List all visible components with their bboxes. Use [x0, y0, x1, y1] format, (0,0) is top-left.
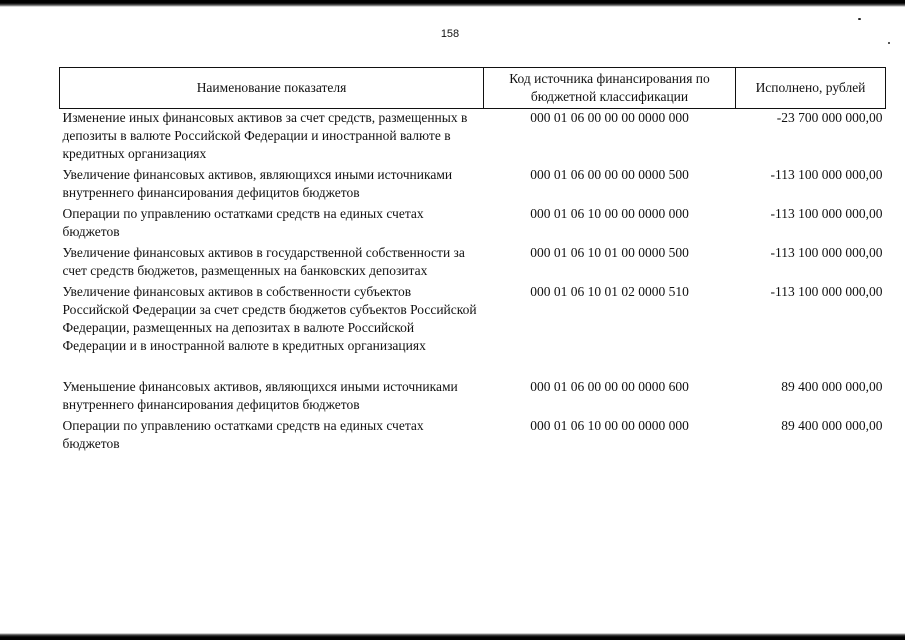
- column-header-code: Код источника финансирования по бюджетной классификации: [484, 68, 736, 109]
- table-spacer: [60, 358, 886, 378]
- scan-border-bottom: [0, 633, 905, 640]
- executed-amount: -113 100 000 000,00: [770, 284, 883, 299]
- classification-code: 000 01 06 10 00 00 0000 000: [530, 418, 689, 433]
- indicator-name: Операции по управлению остатками средств на единых счетах бюджетов: [62, 418, 424, 451]
- classification-code: 000 01 06 10 00 00 0000 000: [530, 206, 689, 221]
- classification-code: 000 01 06 10 01 00 0000 500: [530, 245, 689, 260]
- table-row: [60, 378, 886, 417]
- report-table: [59, 67, 886, 456]
- scan-speck: [888, 42, 890, 44]
- table-row: [60, 417, 886, 456]
- executed-amount: 89 400 000 000,00: [781, 379, 883, 394]
- indicator-name: Уменьшение финансовых активов, являющихся иными источниками внутреннего финансирования дефицитов бюджетов: [62, 379, 458, 412]
- indicator-name: Увеличение финансовых активов в государственной собственности за счет средств бюджетов, размещенных на банковских депозитах: [62, 245, 465, 278]
- page-number: 158: [440, 28, 460, 40]
- table-row: [60, 283, 886, 358]
- column-header-amount: Исполнено, рублей: [736, 68, 886, 109]
- table-row: [60, 244, 886, 283]
- scan-border-top: [0, 0, 905, 7]
- table-row: [60, 205, 886, 244]
- executed-amount: -113 100 000 000,00: [770, 245, 883, 260]
- table-header-row: [60, 68, 886, 109]
- classification-code: 000 01 06 00 00 00 0000 600: [530, 379, 689, 394]
- executed-amount: -23 700 000 000,00: [776, 110, 883, 125]
- column-header-name: Наименование показателя: [60, 68, 484, 109]
- scan-speck: [858, 18, 861, 20]
- classification-code: 000 01 06 00 00 00 0000 000: [530, 110, 689, 125]
- indicator-name: Операции по управлению остатками средств на единых счетах бюджетов: [62, 206, 424, 239]
- indicator-name: Увеличение финансовых активов в собственности субъектов Российской Федерации за счет средств бюджетов субъектов Российской Федерации, размещенных на депозитах в валюте Российской Федерации и в иностранной валюте в кредитных организациях: [62, 284, 477, 353]
- table-row: [60, 166, 886, 205]
- classification-code: 000 01 06 00 00 00 0000 500: [530, 167, 689, 182]
- classification-code: 000 01 06 10 01 02 0000 510: [530, 284, 689, 299]
- indicator-name: Увеличение финансовых активов, являющихся иными источниками внутреннего финансирования дефицитов бюджетов: [62, 167, 453, 200]
- executed-amount: 89 400 000 000,00: [781, 418, 883, 433]
- indicator-name: Изменение иных финансовых активов за счет средств, размещенных в депозиты в валюте Российской Федерации и иностранной валюте в кредитных организациях: [62, 110, 468, 161]
- executed-amount: -113 100 000 000,00: [770, 167, 883, 182]
- table-row: [60, 109, 886, 167]
- executed-amount: -113 100 000 000,00: [770, 206, 883, 221]
